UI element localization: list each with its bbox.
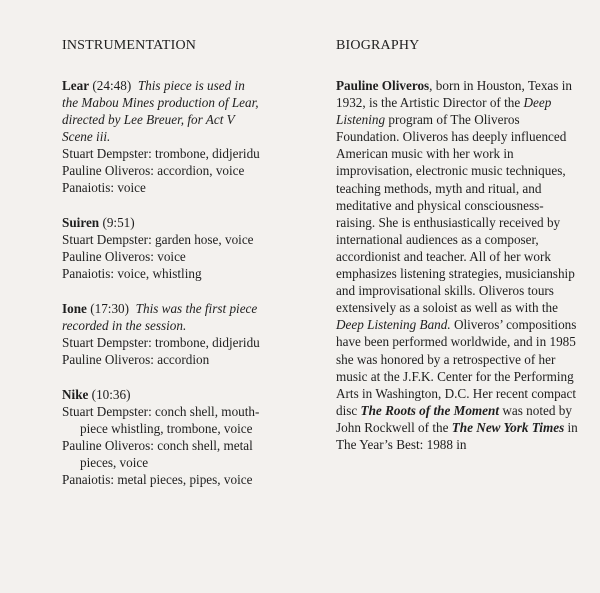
piece-title: Nike [62, 387, 89, 402]
bio-text-4: was noted by John Rockwell of the [336, 402, 572, 435]
piece-note: recorded in the session. [62, 318, 187, 333]
piece-title: Suiren [62, 215, 100, 230]
biography-paragraph [336, 77, 582, 453]
piece-lear [62, 77, 322, 196]
piece-note: Scene iii. [62, 129, 111, 144]
performer-line: Stuart Dempster: trombone, didjeridu [62, 146, 260, 161]
bio-text-1: , born in Houston, Texas in 1932, is the Artistic Director of the [336, 78, 572, 111]
piece-title-line [62, 214, 322, 231]
performer-line: Panaiotis: voice [62, 180, 146, 195]
performer-line: Pauline Oliveros: conch shell, metal [62, 438, 253, 453]
bio-text-3: Oliveros’ compositions have been performed worldwide, and in 1985 she was honored by a retrospective of her music at the J.F.K. Center for the Performing Arts in Washington, D.C. Her recent compact disc [336, 317, 577, 418]
bio-newspaper: The New York Times [451, 419, 565, 435]
piece-ione [62, 300, 322, 368]
piece-note: the Mabou Mines production of Lear, [62, 95, 259, 110]
bio-text-2: program of The Oliveros Foundation. Oliveros has deeply influenced American music with her work in improvisation, electronic music techniques, teaching methods, myth and ritual, and meditative and physical consciousness-raising. She is enthusiastically received by international audiences as a composer, accordionist and teacher. All of her work emphasizes listening strategies, musicianship and improvisational skills. Oliveros tours extensively as a soloist as well as with the [336, 112, 575, 316]
piece-duration: (17:30) [90, 301, 130, 316]
performer-line: piece whistling, trombone, voice [80, 421, 253, 436]
performer-line: Pauline Oliveros: accordion [62, 352, 210, 367]
bio-name: Pauline Oliveros [336, 78, 430, 93]
piece-title-line [62, 386, 322, 403]
piece-nike [62, 386, 322, 488]
pieces-list [62, 77, 322, 488]
biography-column [336, 38, 582, 453]
piece-suiren [62, 214, 322, 282]
piece-title: Ione [62, 301, 87, 316]
piece-title-line [62, 300, 322, 317]
piece-note: This was the first piece [135, 301, 258, 316]
instrumentation-heading: INSTRUMENTATION [62, 38, 197, 53]
piece-title-line [62, 77, 322, 94]
performer-line: Pauline Oliveros: accordion, voice [62, 163, 245, 178]
performer-line: Stuart Dempster: conch shell, mouth- [62, 404, 260, 419]
piece-duration: (24:48) [92, 78, 132, 93]
bio-text-5: in The Year’s Best: 1988 in [336, 419, 578, 452]
biography-heading: BIOGRAPHY [336, 38, 420, 53]
performer-line: pieces, voice [80, 455, 149, 470]
performer-line: Panaiotis: metal pieces, pipes, voice [62, 472, 253, 487]
piece-title: Lear [62, 78, 90, 93]
bio-band-name: Deep Listening Band. [336, 317, 451, 333]
piece-note: This piece is used in [137, 78, 245, 93]
performer-line: Panaiotis: voice, whistling [62, 266, 202, 281]
piece-duration: (9:51) [102, 215, 135, 230]
performer-line: Pauline Oliveros: voice [62, 249, 186, 264]
piece-note: directed by Lee Breuer, for Act V [62, 112, 235, 127]
instrumentation-column [62, 38, 322, 506]
piece-duration: (10:36) [91, 387, 131, 402]
bio-program-name: Deep Listening [336, 95, 552, 128]
bio-disc-title: The Roots of the Moment [360, 402, 500, 418]
performer-line: Stuart Dempster: trombone, didjeridu [62, 335, 260, 350]
performer-line: Stuart Dempster: garden hose, voice [62, 232, 254, 247]
